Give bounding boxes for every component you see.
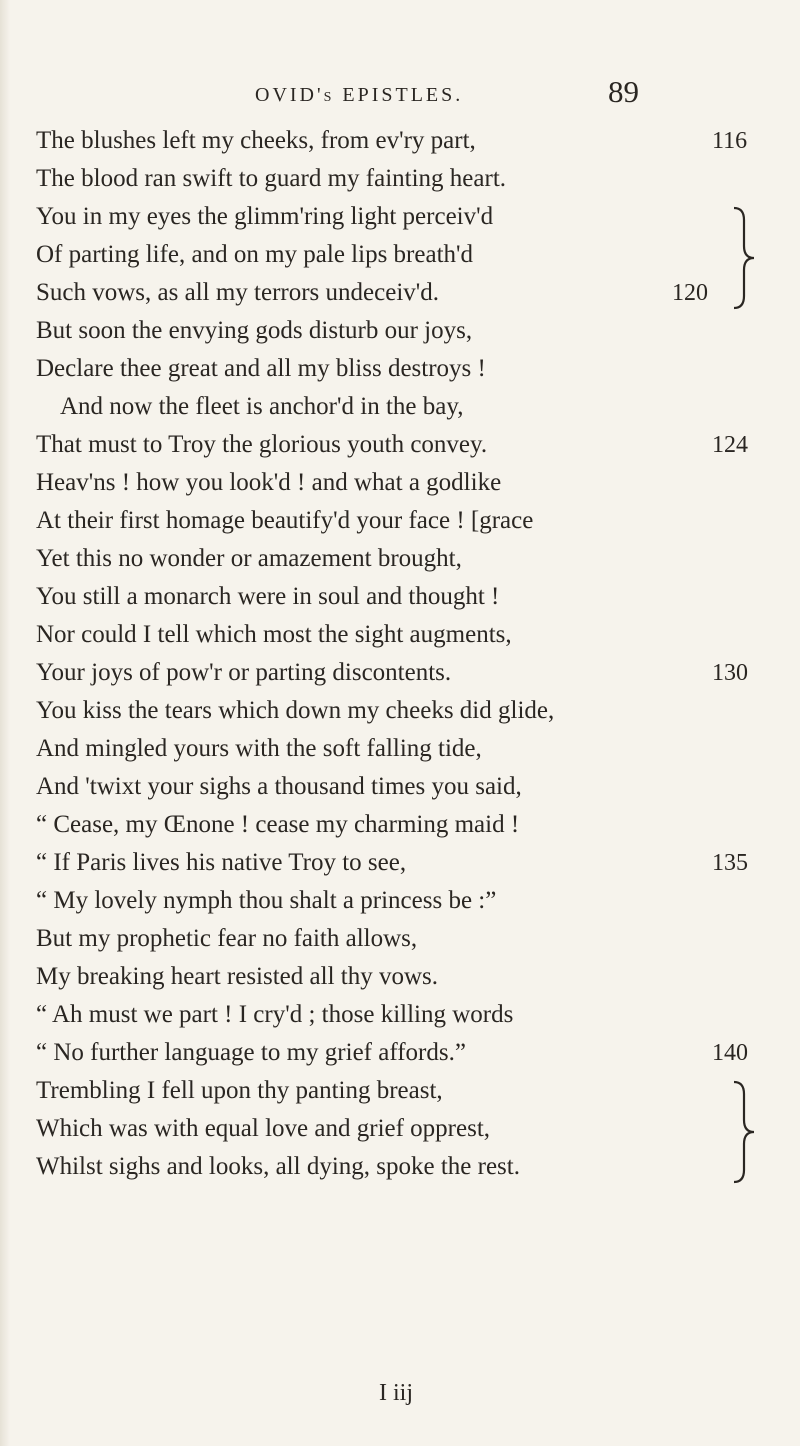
verse-line: “ Ah must we part ! I cry'd ; those killing words — [36, 1001, 514, 1028]
page-number: 89 — [608, 74, 639, 109]
verse-line: That must to Troy the glorious youth convey. — [36, 431, 488, 458]
line-number: 124 — [712, 432, 748, 458]
verse-line: Nor could I tell which most the sight augments, — [36, 621, 512, 648]
page-edge — [0, 0, 10, 1446]
verse-line: The blood ran swift to guard my fainting heart. — [36, 165, 507, 192]
triplet-brace-icon — [730, 206, 760, 310]
verse-line: The blushes left my cheeks, from ev'ry part, — [36, 127, 476, 154]
running-head — [0, 74, 800, 114]
verse-line: And now the fleet is anchor'd in the bay, — [60, 393, 464, 420]
line-number: 140 — [712, 1040, 748, 1066]
verse-line: Such vows, as all my terrors undeceiv'd. — [36, 279, 440, 306]
verse-line: You in my eyes the glimm'ring light perceiv'd — [36, 203, 494, 230]
verse-line: You kiss the tears which down my cheeks did glide, — [36, 697, 555, 724]
verse-line: Heav'ns ! how you look'd ! and what a godlike — [36, 469, 502, 496]
verse-line: Whilst sighs and looks, all dying, spoke the rest. — [36, 1153, 520, 1180]
verse-line: But soon the envying gods disturb our joys, — [36, 317, 473, 344]
line-number: 135 — [712, 850, 748, 876]
verse-line: Your joys of pow'r or parting discontents. — [36, 659, 452, 686]
verse-line: At their first homage beautify'd your face ! [grace — [36, 507, 534, 534]
triplet-brace-icon — [730, 1080, 760, 1184]
verse-line: My breaking heart resisted all thy vows. — [36, 963, 438, 990]
verse-line: You still a monarch were in soul and thought ! — [36, 583, 500, 610]
verse-line: Yet this no wonder or amazement brought, — [36, 545, 462, 572]
verse-line: “ If Paris lives his native Troy to see, — [36, 849, 407, 876]
verse-line: Of parting life, and on my pale lips breath'd — [36, 241, 474, 268]
line-number: 116 — [712, 128, 748, 154]
signature-mark: I iij — [379, 1380, 413, 1406]
verse-line: But my prophetic fear no faith allows, — [36, 925, 418, 952]
verse-line: And 'twixt your sighs a thousand times you said, — [36, 773, 522, 800]
verse-line: Which was with equal love and grief opprest, — [36, 1115, 491, 1142]
verse-line: Declare thee great and all my bliss destroys ! — [36, 355, 486, 382]
verse-line: “ Cease, my Œnone ! cease my charming maid ! — [36, 811, 520, 838]
verse-line: “ No further language to my grief affords.” — [36, 1039, 466, 1066]
running-title: OVID's EPISTLES. — [255, 84, 464, 106]
verse-line: Trembling I fell upon thy panting breast, — [36, 1077, 443, 1104]
verse-line: “ My lovely nymph thou shalt a princess be :” — [36, 887, 497, 914]
verse-line: And mingled yours with the soft falling tide, — [36, 735, 482, 762]
line-number: 130 — [712, 660, 748, 686]
line-number: 120 — [672, 280, 708, 306]
